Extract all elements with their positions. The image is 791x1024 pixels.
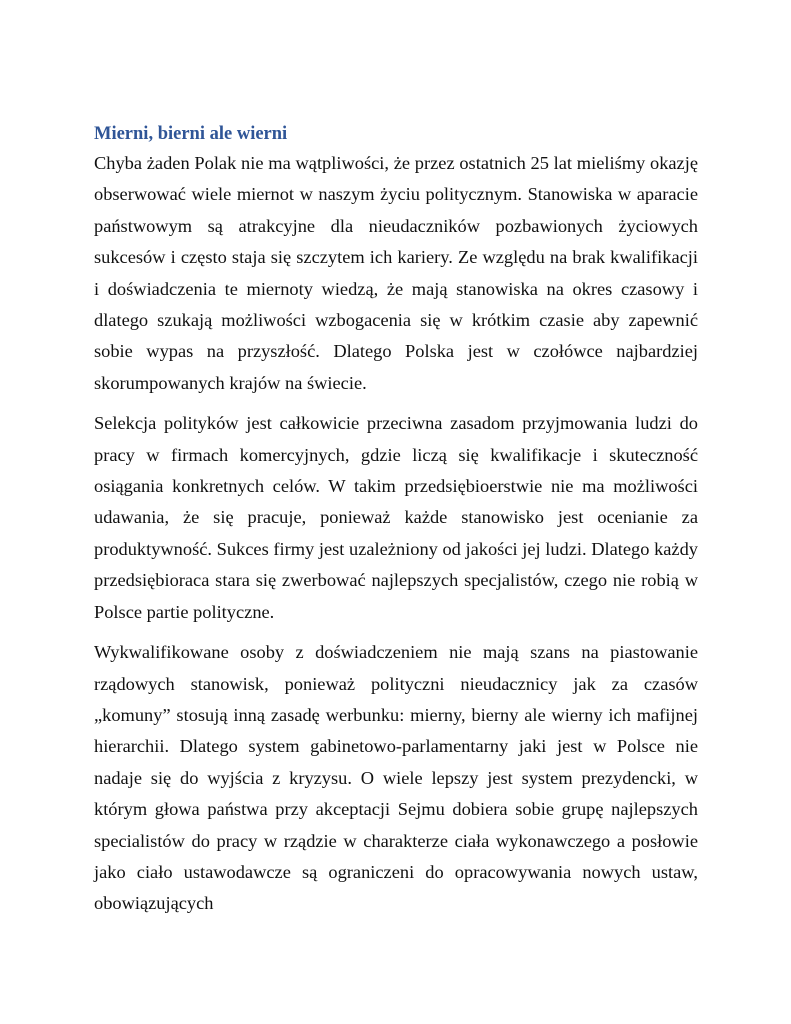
paragraph-1: Chyba żaden Polak nie ma wątpliwości, że przez ostatnich 25 lat mieliśmy okazję obserwować wiele miernot w naszym życiu politycznym. Stanowiska w aparacie państwowym są atrakcyjne dla nieudaczników pozbawionych życiowych sukcesów i często staja się szczytem ich kariery. Ze względu na brak kwalifikacji i doświadczenia te miernoty wiedzą, że mają stanowiska na okres czasowy i dlatego szukają możliwości wzbogacenia się w krótkim czasie aby zapewnić sobie wypas na przyszłość. Dlatego Polska jest w czołówce najbardziej skorumpowanych krajów na świecie. bbox=[94, 153, 698, 393]
paragraph-3: Wykwalifikowane osoby z doświadczeniem nie mają szans na piastowanie rządowych stanowisk, ponieważ polityczni nieudacznicy jak za czasów „komuny” stosują inną zasadę werbunku: mierny, bierny ale wierny ich mafijnej hierarchii. Dlatego system gabinetowo-parlamentarny jaki jest w Polsce nie nadaje się do wyjścia z kryzysu. O wiele lepszy jest system prezydencki, w którym głowa państwa przy akceptacji Sejmu dobiera sobie grupę najlepszych specialistów do pracy w rządzie w charakterze ciała wykonawczego a posłowie jako ciało ustawodawcze są ograniczeni do opracowywania nowych ustaw, obowiązujących bbox=[94, 642, 698, 914]
document-page bbox=[94, 122, 698, 920]
paragraph-2: Selekcja polityków jest całkowicie przeciwna zasadom przyjmowania ludzi do pracy w firmach komercyjnych, gdzie liczą się kwalifikacje i skuteczność osiągania konkretnych celów. W takim przedsiębioerstwie nie ma możliwości udawania, że się pracuje, ponieważ każde stanowisko jest ocenianie za produktywność. Sukces firmy jest uzależniony od jakości jej ludzi. Dlatego każdy przedsiębioraca stara się zwerbować najlepszych specjalistów, czego nie robią w Polsce partie polityczne. bbox=[94, 413, 698, 622]
document-title: Mierni, bierni ale wierni bbox=[94, 124, 288, 144]
